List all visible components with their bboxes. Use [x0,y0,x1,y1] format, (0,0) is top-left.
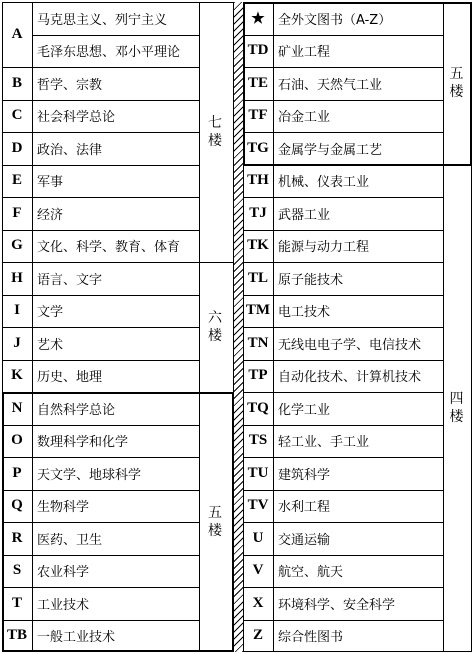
left-class-name: 艺术 [37,337,64,353]
left-floor-label [199,392,233,652]
right-class-name: 化学工业 [278,402,331,418]
left-class-code: J [13,334,21,351]
right-class-name: 电工技术 [278,305,331,321]
left-class-name: 数理科学和化学 [37,435,129,451]
right-class-code: TU [247,464,269,481]
right-class-code: TM [245,302,271,319]
right-class-code: TG [247,139,269,156]
right-class-code: TK [247,237,269,254]
right-class-code: TE [247,74,268,91]
left-class-code: R [11,529,23,546]
right-class-code: TQ [247,399,269,416]
right-class-name: 原子能技术 [278,272,344,288]
right-class-name: 冶金工业 [278,110,331,126]
left-class-name: 天文学、地球科学 [37,467,142,483]
hatched-divider [234,2,243,652]
left-class-name: 工业技术 [37,597,90,613]
right-floor-label [443,165,472,653]
left-class-name: 政治、法律 [37,142,103,158]
left-floor-label [199,2,233,262]
left-class-code: K [11,367,23,384]
floor-char: 楼 [208,523,224,539]
left-class-code: TB [6,627,27,644]
left-class-name: 一般工业技术 [37,630,116,646]
left-class-name: 医药、卫生 [37,532,103,548]
right-class-name: 金属学与金属工艺 [278,142,383,158]
right-class-code: TL [247,269,268,286]
right-class-name: 全外文图书（A-Z） [278,12,392,28]
right-class-name: 自动化技术、计算机技术 [278,370,422,386]
left-class-name: 哲学、宗教 [37,77,103,93]
row-divider [199,392,233,393]
right-class-code: U [252,529,264,546]
left-class-code: O [11,432,23,449]
right-class-code: Z [252,627,263,644]
left-class-code: E [11,172,22,189]
left-class-name: 文化、科学、教育、体育 [37,240,181,256]
row-divider [32,35,199,36]
left-class-code: S [12,562,22,579]
left-class-name: 生物科学 [37,500,90,516]
library-floor-directory-table [2,2,472,652]
left-class-code: T [11,594,22,611]
right-class-name: 航空、航天 [278,565,344,581]
row-divider [443,165,472,166]
right-class-name: 轻工业、手工业 [278,435,370,451]
left-class-name: 文学 [37,305,64,321]
left-class-code: C [11,107,23,124]
floor-char: 楼 [208,328,224,344]
right-class-code: TH [247,172,269,189]
right-class-name: 武器工业 [278,207,331,223]
floor-char: 楼 [449,409,466,426]
floor-char: 四 [449,391,466,408]
right-class-code: TV [247,497,269,514]
left-class-name: 历史、地理 [37,370,103,386]
floor-char: 七 [208,115,224,131]
left-class-code: Q [11,497,23,514]
left-class-name: 经济 [37,207,64,223]
right-class-code: V [252,562,264,579]
right-class-name: 环境科学、安全科学 [278,597,396,613]
right-class-code: TD [247,42,269,59]
left-class-code: I [14,302,20,319]
right-class-name: 交通运输 [278,532,331,548]
left-class-name: 农业科学 [37,565,90,581]
left-floor-label [199,262,233,392]
right-class-code: TP [248,367,268,384]
right-class-code: TF [248,107,268,124]
floor-char: 六 [208,310,224,326]
left-class-code: N [11,399,23,416]
right-floor-label [443,2,472,165]
right-class-name: 机械、仪表工业 [278,175,370,191]
right-class-code: X [252,594,264,611]
column-divider [273,2,274,652]
left-class-name: 自然科学总论 [37,402,116,418]
right-class-code: TS [248,432,268,449]
left-class-name: 语言、文字 [37,272,103,288]
left-class-name: 军事 [37,175,64,191]
right-class-code: ★ [251,10,265,27]
right-class-code: TJ [249,204,267,221]
right-class-name: 矿业工程 [278,45,331,61]
left-class-code: F [12,204,22,221]
left-class-name: 毛泽东思想、邓小平理论 [37,45,181,61]
left-class-code: H [11,269,23,286]
column-divider [32,2,33,652]
right-class-name: 综合性图书 [278,630,344,646]
left-class-name: 马克思主义、列宁主义 [37,12,168,28]
right-class-name: 无线电电子学、电信技术 [278,337,422,353]
floor-char: 五 [449,66,466,83]
floor-char: 楼 [449,84,466,101]
right-class-name: 建筑科学 [278,467,331,483]
floor-char: 五 [208,505,224,521]
left-class-code: P [12,464,22,481]
left-class-code: D [11,139,23,156]
left-class-name: 社会科学总论 [37,110,116,126]
left-class-code: A [11,26,23,42]
left-class-code: G [11,237,23,254]
floor-char: 楼 [208,133,224,149]
right-class-code: TN [247,334,269,351]
right-class-name: 石油、天然气工业 [278,77,383,93]
right-class-name: 水利工程 [278,500,331,516]
right-class-name: 能源与动力工程 [278,240,370,256]
row-divider [199,262,233,263]
left-class-code: B [11,74,22,91]
